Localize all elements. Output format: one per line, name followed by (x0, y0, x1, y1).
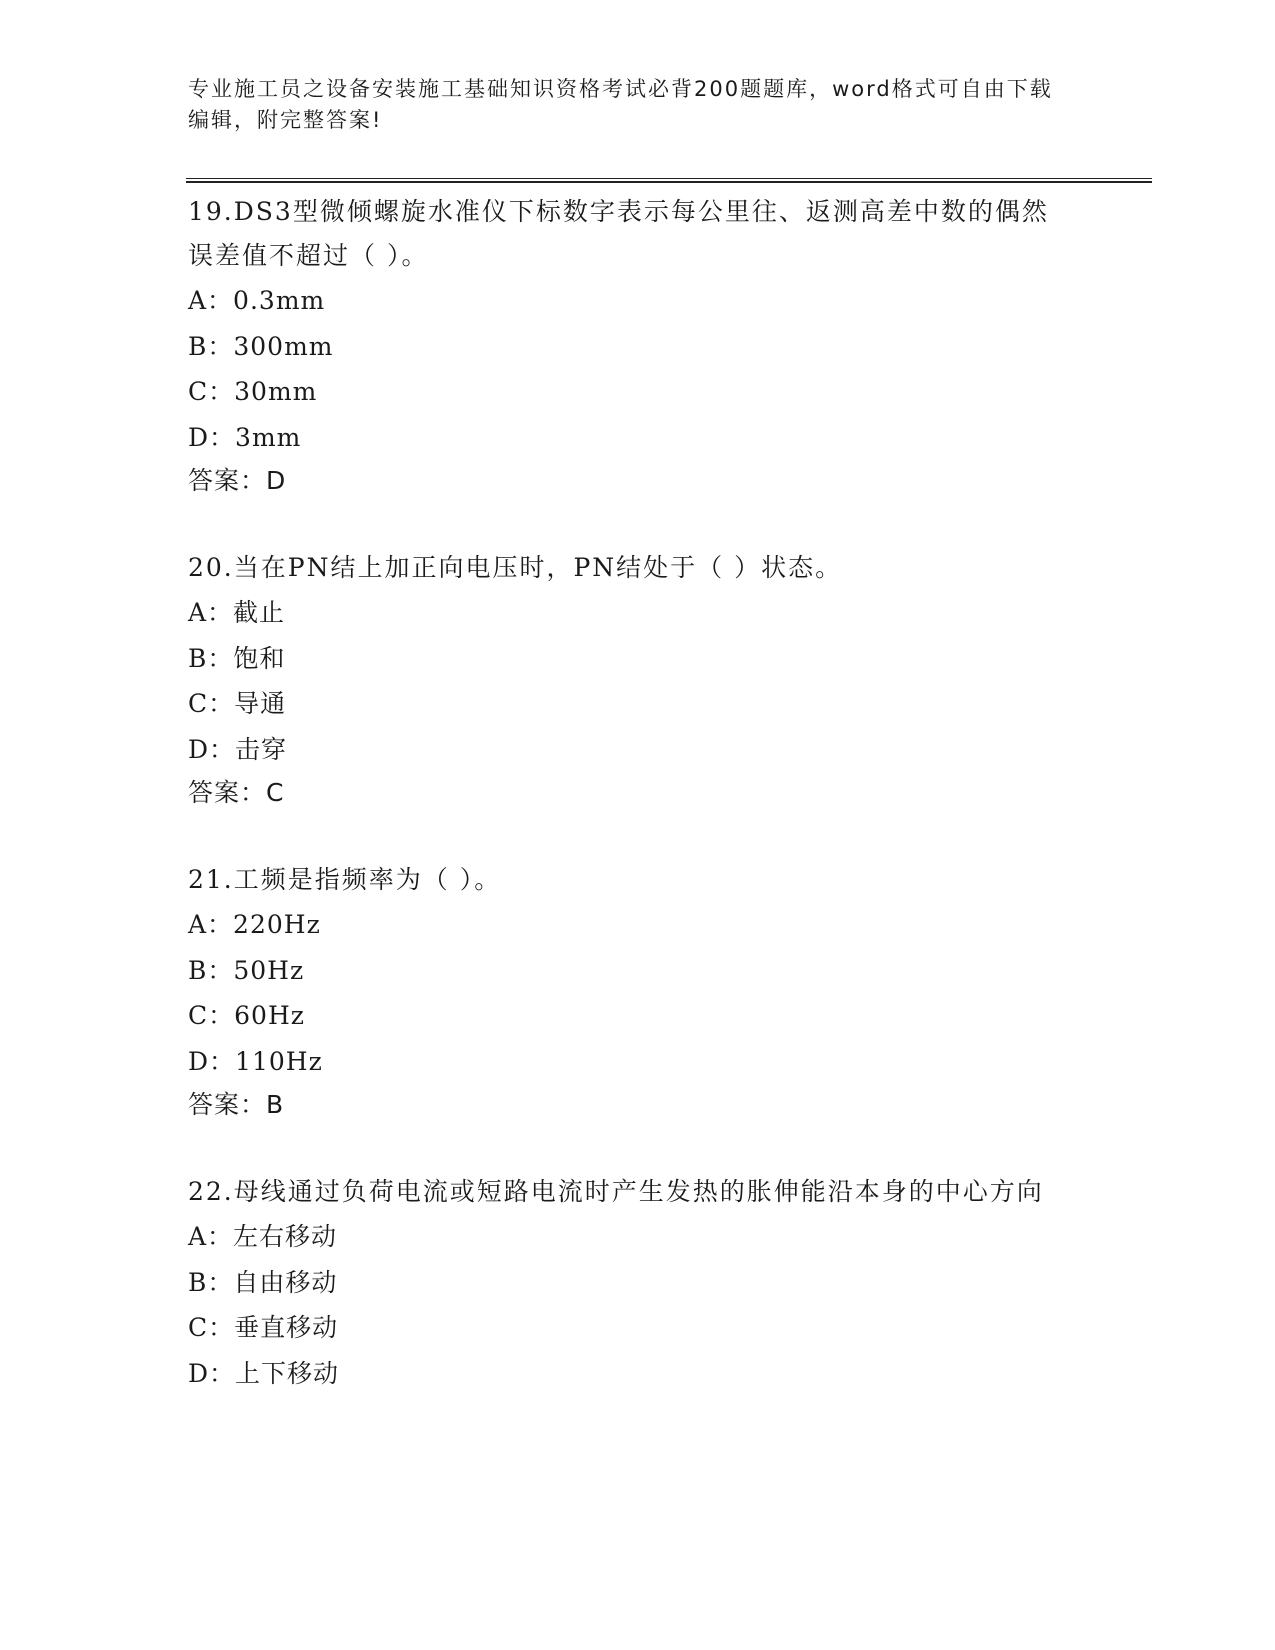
option-b: B：50Hz (188, 955, 305, 985)
option-c: C：导通 (188, 689, 287, 718)
option-d: D：上下移动 (188, 1358, 340, 1388)
option-a: A：220Hz (188, 910, 321, 939)
question-21 (188, 858, 1088, 1126)
option-a: A：0.3mm (188, 286, 326, 315)
page-header-title: 专业施工员之设备安装施工基础知识资格考试必背200题题库，word格式可自由下载编辑，附完整答案! (188, 77, 1053, 132)
option-a: A：截止 (188, 598, 286, 627)
option-c: C：垂直移动 (188, 1313, 339, 1342)
question-list (188, 190, 1088, 1396)
option-d: D：110Hz (188, 1046, 323, 1076)
option-b: B：自由移动 (188, 1267, 338, 1297)
answer-text: 答案：D (188, 466, 287, 495)
header-divider-thin (186, 178, 1152, 179)
question-text: 21.工频是指频率为（ ）。 (188, 865, 502, 894)
option-a: A：左右移动 (188, 1222, 338, 1251)
option-b: B：300mm (188, 331, 334, 361)
question-19 (188, 190, 1088, 502)
option-c: C：60Hz (188, 1001, 305, 1030)
answer-text: 答案：B (188, 1090, 285, 1119)
question-text: 20.当在PN结上加正向电压时，PN结处于（ ）状态。 (188, 553, 843, 582)
answer-text: 答案：C (188, 778, 285, 807)
question-20 (188, 546, 1088, 814)
question-text: 22.母线通过负荷电流或短路电流时产生发热的胀伸能沿本身的中心方向 (188, 1177, 1044, 1206)
question-text: 19.DS3型微倾螺旋水准仪下标数字表示每公里往、返测高差中数的偶然误差值不超过（ ）。 (188, 197, 1049, 270)
option-b: B：饱和 (188, 643, 286, 673)
question-22 (188, 1170, 1088, 1396)
option-d: D：击穿 (188, 734, 288, 764)
option-c: C：30mm (188, 377, 318, 406)
header-divider-thick (186, 181, 1152, 183)
option-d: D：3mm (188, 422, 302, 452)
